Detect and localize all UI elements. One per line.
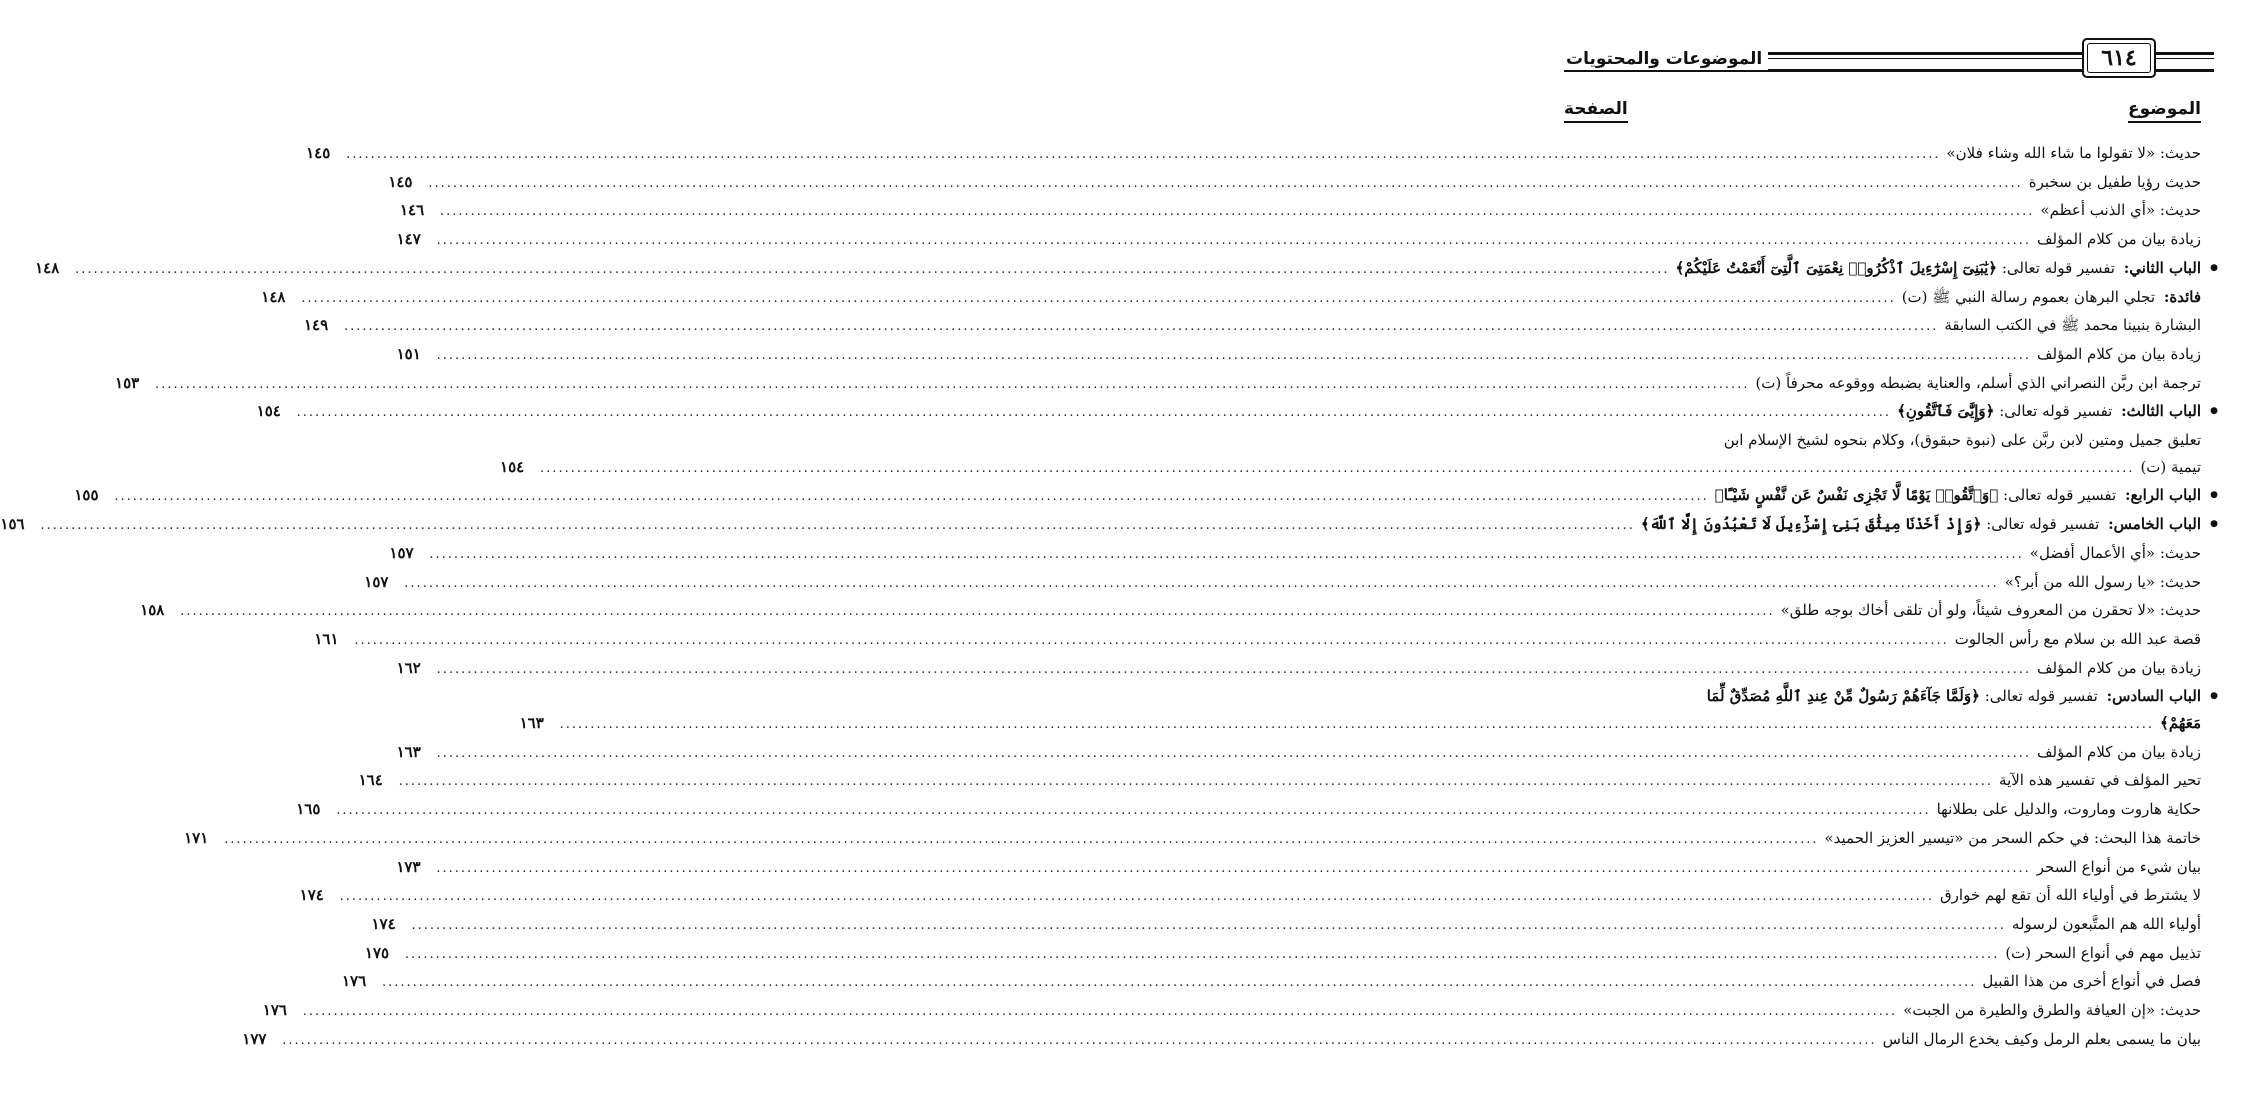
entry-text-group xyxy=(1641,511,2201,538)
toc-entry xyxy=(396,655,2201,684)
entry-page: ١٦٣ xyxy=(519,714,544,733)
leader-dots xyxy=(75,257,1669,284)
entry-page: ١٧٧ xyxy=(242,1029,267,1048)
quran-verse: ﴿وَلَمَّا جَآءَهُمْ رَسُولٌ مِّنْ عِندِ ٱللَّهِ مُصَدِّقٌ لِّمَا xyxy=(1706,687,1980,706)
entry-text: تفسير قوله تعالى: xyxy=(2001,258,2115,277)
entry-page: ١٧١ xyxy=(184,828,209,847)
entry-page: ١٥٦ xyxy=(0,515,25,534)
entry-text: بيان شيء من أنواع السحر xyxy=(2036,857,2201,876)
page-column-heading: الصفحة xyxy=(1564,98,1628,123)
entry-text: أولياء الله هم المتَّبعون لرسوله xyxy=(2011,914,2201,933)
entry-text: حديث: «إن العيافة والطرق والطيرة من الجبت» xyxy=(1903,1001,2201,1020)
entry-text: حديث: «لا تحقرن من المعروف شيئاً، ولو أن تلقى أخاك بوجه طلق» xyxy=(1780,601,2201,620)
toc-chapter-entry xyxy=(35,255,2201,284)
entry-text: حكاية هاروت وماروت، والدليل على بطلانها xyxy=(1936,800,2201,819)
entry-page: ١٤٩ xyxy=(303,316,329,335)
entry-text: بيان ما يسمى بعلم الرمل وكيف يخدع الرمال الناس xyxy=(1882,1029,2201,1048)
note-label: فائدة: xyxy=(2163,287,2201,306)
entry-page: ١٤٥ xyxy=(388,172,413,191)
toc-chapter-entry xyxy=(0,511,2201,540)
entry-page: ١٤٥ xyxy=(306,144,331,162)
leader-dots xyxy=(440,199,2034,226)
entry-text: حديث رؤيا طفيل بن سخبرة xyxy=(2028,172,2201,191)
toc-note-entry xyxy=(261,284,2201,313)
topic-column-heading: الموضوع xyxy=(2128,98,2201,123)
leader-dots xyxy=(405,942,1999,969)
leader-dots xyxy=(560,712,2154,739)
chapter-label: الباب الرابع: xyxy=(2124,486,2201,505)
leader-dots xyxy=(428,171,2022,198)
quran-verse: ﴿يَٰبَنِىٓ إِسْرَٰٓءِيلَ ٱذْكُرُوا۟ نِعْمَتِىَ ٱلَّتِىٓ أَنْعَمْتُ عَلَيْكُمْ﴾ xyxy=(1675,258,1998,277)
entry-text-group xyxy=(1897,398,2201,425)
entry-page: ١٥٤ xyxy=(256,402,281,421)
entry-text: لا يشترط في أولياء الله أن تقع لهم خوارق xyxy=(1940,886,2201,905)
toc-entry xyxy=(184,825,2201,854)
entry-text-group xyxy=(1676,255,2201,282)
toc-entry xyxy=(396,341,2201,370)
page-number: ٦١٤ xyxy=(2101,45,2137,71)
entry-page: ١٧٦ xyxy=(262,1001,287,1020)
chapter-label: الباب الثاني: xyxy=(2123,258,2201,277)
chapter-label: الباب الثالث: xyxy=(2121,402,2201,421)
entry-page: ١٥٧ xyxy=(364,572,389,591)
entry-continuation: تيمية (ت) xyxy=(2140,457,2201,476)
toc-entry xyxy=(364,569,2201,598)
entry-page: ١٧٥ xyxy=(364,943,390,962)
entry-text: تفسير قوله تعالى: xyxy=(1984,687,2098,706)
leader-dots xyxy=(303,999,1897,1026)
toc-entry xyxy=(306,140,2201,169)
leader-dots xyxy=(297,400,1891,427)
entry-text: تذييل مهم في أنواع السحر (ت) xyxy=(2005,943,2201,962)
entry-page: ١٤٧ xyxy=(396,230,421,249)
toc-entry xyxy=(396,854,2201,883)
leader-dots xyxy=(155,372,1749,399)
entry-page: ١٥١ xyxy=(396,344,421,363)
leader-dots xyxy=(224,827,1818,854)
entry-text: حديث: «أي الذنب أعظم» xyxy=(2040,201,2201,220)
leader-dots xyxy=(114,484,1708,511)
entry-text: قصة عبد الله بن سلام مع رأس الجالوت xyxy=(1954,629,2201,648)
entry-text: ترجمة ابن ربَّن النصراني الذي أسلم، والعناية بضبطه ووقوعه محرفاً (ت) xyxy=(1755,373,2201,392)
entry-text: البشارة بنبينا محمد ﷺ في الكتب السابقة xyxy=(1944,316,2201,335)
leader-dots xyxy=(301,286,1895,313)
entry-page: ١٦١ xyxy=(314,629,339,648)
entry-text: تحير المؤلف في تفسير هذه الآية xyxy=(1999,771,2201,790)
toc-entry xyxy=(341,968,2201,997)
toc-entry xyxy=(388,169,2201,198)
toc-entry xyxy=(371,911,2201,940)
entry-text: زيادة بيان من كلام المؤلف xyxy=(2037,230,2201,249)
leader-dots xyxy=(282,1028,1876,1055)
quran-verse: ﴿وَٱتَّقُوا۟ يَوْمًا لَّا تَجْزِى نَفْسٌ عَن نَّفْسٍ شَيْـًٔا﴾ xyxy=(1714,486,1999,505)
toc-entry xyxy=(296,796,2201,825)
entry-page: ١٥٧ xyxy=(389,543,414,562)
chapter-label: الباب السادس: xyxy=(2106,687,2201,706)
toc-entry xyxy=(364,940,2201,969)
entry-page: ١٤٦ xyxy=(400,201,425,220)
entry-page: ١٧٤ xyxy=(299,886,324,905)
entry-text-group xyxy=(1707,683,2201,710)
entry-page: ١٦٣ xyxy=(396,742,421,761)
entry-text-group xyxy=(1715,482,2201,509)
toc-entry xyxy=(314,626,2201,655)
entry-page: ١٧٤ xyxy=(371,914,396,933)
entry-page: ١٧٦ xyxy=(341,972,367,991)
leader-dots xyxy=(437,657,2031,684)
toc-list xyxy=(0,140,2201,1055)
entry-text: تجلي البرهان بعموم رسالة النبي ﷺ (ت) xyxy=(1901,287,2156,306)
entry-text: حديث: «يا رسول الله من أبر؟» xyxy=(2004,572,2201,591)
quran-verse: ﴿وَإِيَّٰىَ فَٱتَّقُونِ﴾ xyxy=(1897,402,1995,421)
entry-text: خاتمة هذا البحث: في حكم السحر من «تيسير العزيز الحميد» xyxy=(1824,828,2201,847)
running-header xyxy=(1564,46,2214,76)
leader-dots xyxy=(40,513,1634,540)
page-number-frame xyxy=(2082,38,2156,78)
leader-dots xyxy=(346,142,1940,169)
toc-chapter-entry xyxy=(74,482,2201,511)
leader-dots xyxy=(180,599,1774,626)
toc-entry xyxy=(303,312,2201,341)
entry-page: ١٤٨ xyxy=(261,287,286,306)
entry-page: ١٥٤ xyxy=(500,457,525,476)
entry-page: ١٦٢ xyxy=(396,658,421,677)
leader-dots xyxy=(540,456,2134,483)
chapter-label: الباب الخامس: xyxy=(2108,515,2201,534)
entry-continuation: مَعَهُمْ﴾ xyxy=(2160,714,2201,733)
toc-entry xyxy=(396,226,2201,255)
leader-dots xyxy=(437,343,2031,370)
entry-page: ١٤٨ xyxy=(35,258,60,277)
entry-text: تعليق جميل ومتين لابن ربَّن على (نبوة حبقوق)، وكلام بنحوه لشيخ الإسلام ابن xyxy=(1723,431,2201,450)
entry-text: زيادة بيان من كلام المؤلف xyxy=(2037,344,2201,363)
entry-page: ١٦٥ xyxy=(296,800,321,819)
entry-text: حديث: «لا تقولوا ما شاء الله وشاء فلان» xyxy=(1946,144,2201,162)
quran-verse: ﴿وَإِذْ أَخَذْنَا مِيثَٰقَ بَنِىٓ إِسْرَٰٓءِيلَ لَا تَعْبُدُونَ إِلَّا ٱللَّهَ﴾ xyxy=(1640,515,1982,534)
leader-dots xyxy=(436,856,2030,883)
entry-text-group xyxy=(1902,284,2201,311)
leader-dots xyxy=(382,970,1976,997)
leader-dots xyxy=(336,798,1930,825)
leader-dots xyxy=(354,628,1948,655)
toc-entry xyxy=(140,597,2201,626)
toc-entry xyxy=(242,1026,2201,1055)
entry-page: ١٥٨ xyxy=(140,601,165,620)
leader-dots xyxy=(399,769,1993,796)
toc-entry xyxy=(115,370,2201,399)
toc-entry xyxy=(396,739,2201,768)
leader-dots xyxy=(437,228,2031,255)
entry-text: زيادة بيان من كلام المؤلف xyxy=(2037,658,2201,677)
toc-chapter-entry xyxy=(1564,683,2201,710)
entry-text: زيادة بيان من كلام المؤلف xyxy=(2037,742,2201,761)
leader-dots xyxy=(429,542,2023,569)
leader-dots xyxy=(340,884,1934,911)
entry-text: تفسير قوله تعالى: xyxy=(2003,486,2117,505)
entry-text: تفسير قوله تعالى: xyxy=(1999,402,2113,421)
entry-text: حديث: «أي الأعمال أفضل» xyxy=(2029,543,2201,562)
toc-entry xyxy=(389,540,2201,569)
leader-dots xyxy=(344,314,1938,341)
toc-entry xyxy=(500,454,2201,483)
running-title: الموضوعات والمحتويات xyxy=(1564,48,1768,70)
leader-dots xyxy=(412,913,2006,940)
entry-page: ١٦٤ xyxy=(358,771,383,790)
toc-entry xyxy=(519,710,2201,739)
toc-entry xyxy=(262,997,2201,1026)
leader-dots xyxy=(437,741,2031,768)
entry-page: ١٥٣ xyxy=(115,373,140,392)
leader-dots xyxy=(404,571,1998,598)
entry-text: تفسير قوله تعالى: xyxy=(1986,515,2100,534)
toc-entry xyxy=(299,882,2201,911)
entry-page: ١٥٥ xyxy=(74,486,99,505)
toc-entry xyxy=(358,767,2201,796)
entry-page: ١٧٣ xyxy=(396,857,421,876)
entry-text: فصل في أنواع أخرى من هذا القبيل xyxy=(1982,972,2201,991)
toc-entry xyxy=(400,197,2201,226)
toc-chapter-entry xyxy=(256,398,2201,427)
